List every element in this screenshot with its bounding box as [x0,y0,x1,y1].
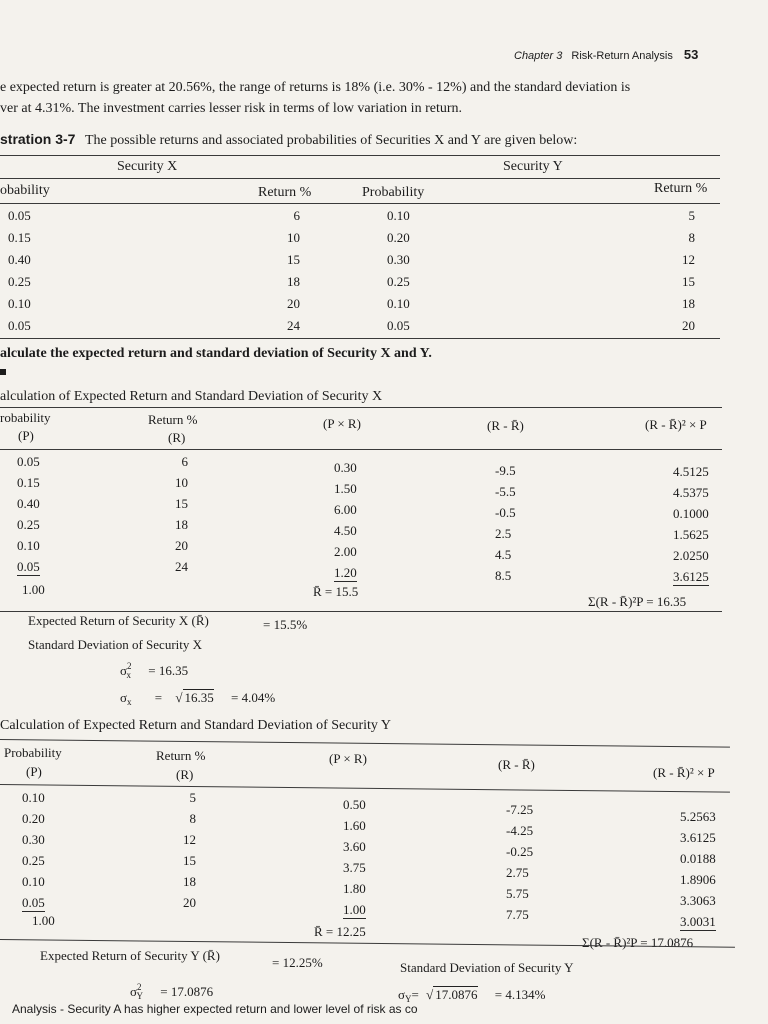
table-cell: 1.60 [343,818,366,833]
table-cell: 0.30 [22,832,45,847]
table-cell: 1.00 [343,902,366,917]
col-header: obability [0,183,50,198]
table-rule [0,739,730,748]
table-cell: 0.25 [22,853,45,868]
equals-sign: = [411,987,419,1002]
table-cell: 0.40 [17,496,40,511]
col-header: (P) [26,764,42,779]
mean-return: R̄ = 12.25 [314,924,366,939]
col-header: Probability [362,185,425,200]
col-header: Return % [654,181,708,196]
expected-return-x-label: Expected Return of Security X (R̄) [28,613,209,628]
col-header: Return % [258,185,312,200]
std-dev-x-value: = 4.04% [231,690,276,705]
table-cell: 3.75 [343,860,366,875]
table-cell: 0.40 [8,252,31,267]
table-cell: 24 [175,559,188,574]
table-cell: 0.20 [22,811,45,826]
table-cell: 15 [287,252,300,267]
table-cell: 8.5 [495,568,512,583]
table-cell: 8 [189,811,196,826]
std-dev-y-formula: $\sigma_Y=$ √ 17.0876 = 4.134% [398,987,546,1004]
table-cell: 18 [183,874,196,889]
col-header: (P × R) [323,416,361,431]
expected-return-x-value: = 15.5% [263,617,308,632]
table-cell: 6 [293,208,300,223]
table-cell: 0.05 [8,318,31,333]
table-cell: 1.20 [334,565,357,580]
table-cell: 4.5125 [673,464,709,479]
equals-sign: = [154,690,163,705]
table-cell: 4.5 [495,547,512,562]
table-cell: 8 [688,230,695,245]
table-cell: 24 [287,318,300,333]
table-cell: 3.0031 [680,914,716,929]
table-cell: 0.50 [343,797,366,812]
illustration-text: The possible returns and associated probabilities of Securities X and Y are given below: [84,133,578,148]
table-cell: 2.00 [334,544,357,559]
security-y-heading: Security Y [503,159,563,174]
table-rule [0,784,730,793]
table-cell: 0.05 [387,318,410,333]
std-dev-y-label: Standard Deviation of Security Y [400,960,574,975]
table-cell: 0.20 [387,230,410,245]
chapter-label: Chapter 3 [514,50,563,62]
table-cell: -9.5 [495,463,516,478]
sigma-symbol: σ [120,690,128,705]
table-cell: 15 [183,853,196,868]
table-cell: 0.15 [17,475,40,490]
expected-return-y-label: Expected Return of Security Y (R̄) [40,948,220,963]
table-cell: 12 [682,252,695,267]
table-cell: 20 [682,318,695,333]
table-cell: 0.30 [387,252,410,267]
table-cell: 0.10 [17,538,40,553]
table-cell: 5 [688,208,695,223]
table-cell: 3.60 [343,839,366,854]
table-cell: -0.25 [506,844,534,859]
illustration-heading [0,131,577,149]
total-probability: 1.00 [32,913,55,928]
illustration-label: stration 3-7 [0,131,76,147]
col-header: (R) [176,767,194,782]
variance-x: $\sigma^2_x = 16.35$ [120,661,189,680]
table-cell: 6.00 [334,502,357,517]
col-header: (R - R̄)² × P [645,417,707,432]
table-cell: 0.25 [8,274,31,289]
table-cell: 3.3063 [680,893,716,908]
table-cell: 20 [183,895,196,910]
col-header: (P × R) [329,751,367,766]
table-cell: 0.05 [17,559,40,574]
page-number: 53 [683,47,699,62]
table-cell: 10 [175,475,188,490]
table-cell: 0.05 [8,208,31,223]
std-dev-x-label: Standard Deviation of Security X [28,637,203,652]
sigma-symbol: σ [398,987,406,1002]
table-cell: 1.8906 [680,872,716,887]
variance-x-value: = 16.35 [148,663,189,678]
security-x-heading: Security X [117,159,178,174]
table-cell: -7.25 [506,802,534,817]
analysis-text: Analysis - Security A has higher expected return and lower level of risk as co [12,1002,418,1016]
table-cell: 2.0250 [673,548,709,563]
table-cell: 20 [175,538,188,553]
table-rule [0,449,722,450]
sigma-symbol: σ [120,663,128,678]
table-cell: 1.80 [343,881,366,896]
table-cell: 5.2563 [680,809,716,824]
table-cell: 2.75 [506,865,529,880]
col-header: robability [0,410,51,425]
total-probability: 1.00 [22,582,45,597]
table-cell: 12 [183,832,196,847]
table-cell: 4.50 [334,523,357,538]
table-rule [0,338,720,339]
intro-line-2: ver at 4.31%. The investment carries lesser risk in terms of low variation in return. [0,101,462,116]
calc-y-title: Calculation of Expected Return and Standard Deviation of Security Y [0,718,391,733]
col-header: (R) [168,430,186,445]
table-cell: 0.10 [387,296,410,311]
table-cell: 0.10 [387,208,410,223]
std-dev-x-formula: $\sigma_x$ = √ 16.35 = 4.04% [120,690,276,707]
mean-return: R̄ = 15.5 [313,584,359,599]
table-rule [0,203,720,204]
col-header: (P) [18,428,34,443]
sqrt-radicand: 16.35 [184,690,214,705]
col-header: (R - R̄)² × P [653,765,715,780]
table-cell: -5.5 [495,484,516,499]
col-header: Return % [148,412,198,427]
sqrt-radicand: 17.0876 [435,987,478,1002]
table-cell: 0.30 [334,460,357,475]
table-cell: 0.10 [22,874,45,889]
table-cell: 5.75 [506,886,529,901]
sum-squared-deviations: Σ(R - R̄)²P = 17.0876 [582,935,694,950]
section-label: Risk-Return Analysis [571,50,673,62]
table-cell: 0.0188 [680,851,716,866]
page-header [514,47,698,62]
table-rule [0,155,720,156]
table-cell: -4.25 [506,823,534,838]
intro-line-1: e expected return is greater at 20.56%, the range of returns is 18% (i.e. 30% - 12%) and the standard deviation is [0,80,631,95]
table-cell: 5 [189,790,196,805]
std-dev-y-value: = 4.134% [494,987,546,1002]
table-cell: 0.10 [8,296,31,311]
sum-squared-deviations: Σ(R - R̄)²P = 16.35 [588,594,687,609]
section-bullet [0,369,6,375]
col-header: Probability [4,745,62,760]
table-cell: 18 [175,517,188,532]
table-cell: 2.5 [495,526,512,541]
table-rule [0,407,722,408]
table-cell: 18 [287,274,300,289]
table-cell: 18 [682,296,695,311]
table-cell: 3.6125 [673,569,709,584]
expected-return-y-value: = 12.25% [272,955,323,970]
table-cell: 0.15 [8,230,31,245]
table-rule [0,178,720,179]
table-cell: 7.75 [506,907,529,922]
table-cell: 20 [287,296,300,311]
col-header: Return % [156,748,206,763]
table-cell: 0.05 [22,895,45,910]
col-header: (R - R̄) [487,418,524,433]
sigma-symbol: σ [130,984,138,999]
question-text: alculate the expected return and standard deviation of Security X and Y. [0,346,432,361]
table-rule [0,611,722,612]
table-cell: 1.50 [334,481,357,496]
table-cell: 15 [682,274,695,289]
table-cell: 4.5375 [673,485,709,500]
table-cell: 0.10 [22,790,45,805]
table-cell: 0.25 [17,517,40,532]
variance-y: $\sigma^2_Y = 17.0876$ [130,982,214,1001]
table-cell: 1.5625 [673,527,709,542]
table-cell: 10 [287,230,300,245]
table-cell: 0.05 [17,454,40,469]
table-cell: 0.25 [387,274,410,289]
table-cell: 15 [175,496,188,511]
table-cell: 6 [181,454,188,469]
col-header: (R - R̄) [498,757,535,772]
table-cell: 3.6125 [680,830,716,845]
variance-y-value: = 17.0876 [160,984,214,999]
calc-x-title: alculation of Expected Return and Standard Deviation of Security X [0,389,383,404]
table-cell: 0.1000 [673,506,709,521]
table-cell: -0.5 [495,505,516,520]
